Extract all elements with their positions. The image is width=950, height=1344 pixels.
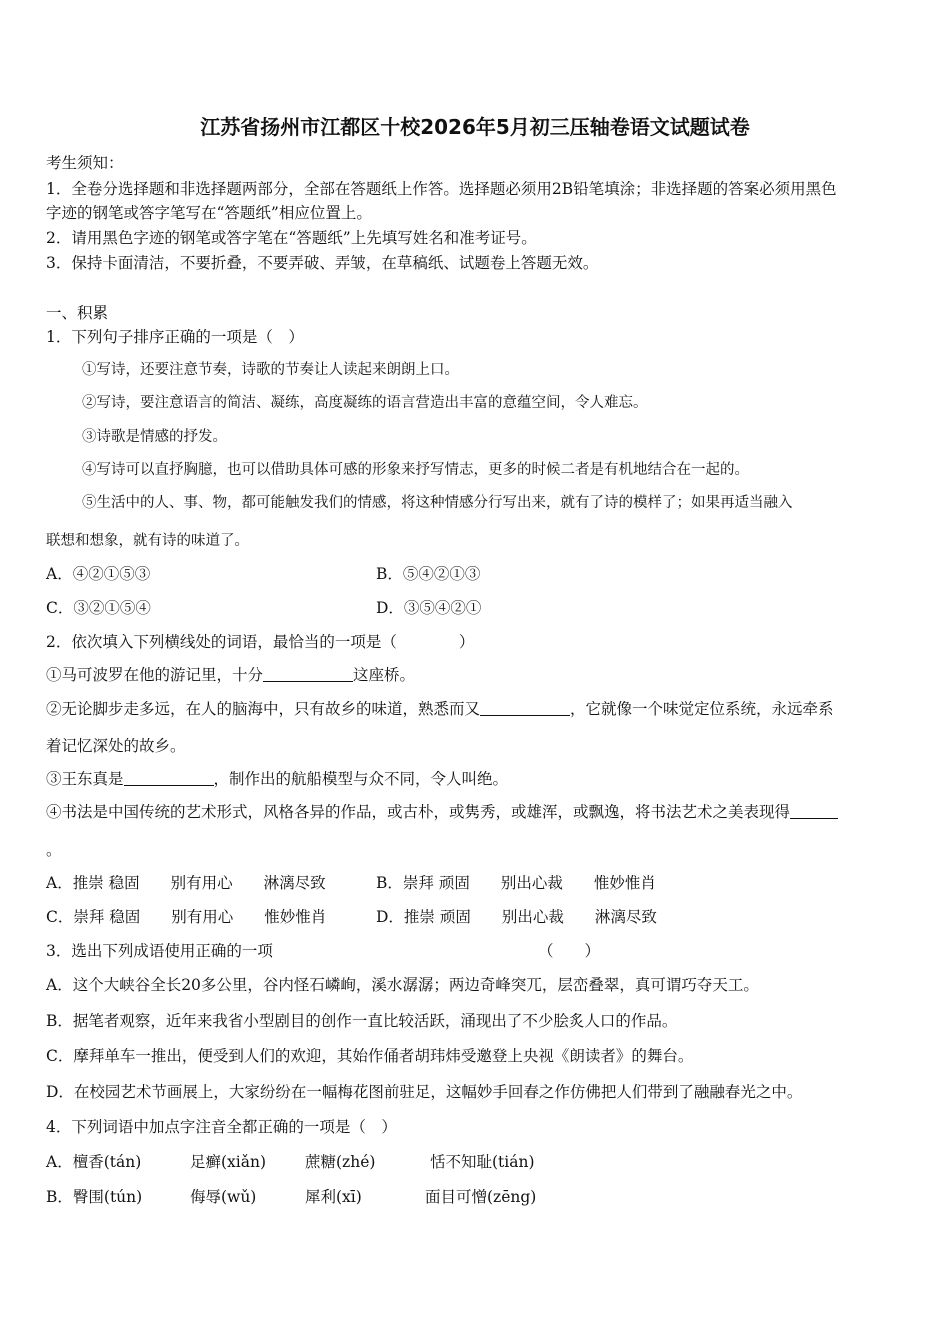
q2-stem: 2．依次填入下列横线处的词语，最恰当的一项是（ ） — [46, 633, 475, 651]
q4-stem: 4．下列词语中加点字注音全都正确的一项是（ ） — [46, 1118, 397, 1136]
q2-blank-3[interactable] — [124, 769, 214, 786]
q2-option-d[interactable]: D．推崇 顽固 别出心裁 淋漓尽致 — [376, 908, 657, 926]
q2-option-a[interactable]: A．推崇 稳固 别有用心 淋漓尽致 — [46, 874, 326, 892]
q1-option-c[interactable]: C．③②①⑤④ — [46, 599, 151, 617]
q2-option-c[interactable]: C．崇拜 稳固 别有用心 惟妙惟肖 — [46, 908, 327, 926]
q3-answer-paren: （ ） — [538, 942, 601, 960]
q2-sentence-1 — [46, 665, 415, 685]
q1-sentence-2: ②写诗，要注意语言的简洁、凝练，高度凝练的语言营造出丰富的意蕴空间，令人难忘。 — [82, 395, 648, 411]
q2-s4-text-a: ④书法是中国传统的艺术形式，风格各异的作品，或古朴，或隽秀，或雄浑，或飘逸，将书法艺术之美表现得 — [46, 803, 791, 821]
q2-blank-2[interactable] — [480, 699, 570, 716]
q2-sentence-4-end: 。 — [46, 841, 62, 859]
notice-heading: 考生须知： — [46, 154, 124, 172]
q3-option-d[interactable]: D．在校园艺术节画展上，大家纷纷在一幅梅花图前驻足，这幅妙手回春之作仿佛把人们带到了融融春光之中。 — [46, 1083, 803, 1101]
q4-option-b-word-1[interactable]: B．臀围(tún) — [46, 1188, 143, 1206]
q2-s2-text-a: ②无论脚步走多远，在人的脑海中，只有故乡的味道，熟悉而又 — [46, 700, 481, 718]
notice-line-2: 2．请用黑色字迹的钢笔或答字笔在“答题纸”上先填写姓名和准考证号。 — [46, 229, 537, 247]
notice-line-3: 3．保持卡面清洁，不要折叠，不要弄破、弄皱，在草稿纸、试题卷上答题无效。 — [46, 254, 599, 272]
q2-sentence-2 — [46, 699, 834, 719]
q2-option-b[interactable]: B．崇拜 顽固 别出心裁 惟妙惟肖 — [376, 874, 656, 892]
q4-option-a-word-4: 恬不知耻(tián) — [430, 1153, 535, 1171]
q1-sentence-5-cont: 联想和想象，就有诗的味道了。 — [46, 533, 249, 549]
q1-stem: 1．下列句子排序正确的一项是（ ） — [46, 328, 304, 346]
q3-option-c[interactable]: C．摩拜单车一推出，便受到人们的欢迎，其始作俑者胡玮炜受邀登上央视《朗读者》的舞台。 — [46, 1047, 694, 1065]
section-heading: 一、积累 — [46, 304, 109, 322]
q2-s1-text-a: ①马可波罗在他的游记里，十分 — [46, 666, 264, 684]
q3-stem: 3．选出下列成语使用正确的一项 — [46, 942, 273, 960]
q1-option-a[interactable]: A．④②①⑤③ — [46, 565, 151, 583]
q2-s3-text-b: ，制作出的航船模型与众不同，令人叫绝。 — [213, 770, 509, 788]
page-title: 江苏省扬州市江都区十校2026年5月初三压轴卷语文试题试卷 — [200, 115, 750, 139]
q2-s1-text-b: 这座桥。 — [353, 666, 416, 684]
q4-option-b-word-4: 面目可憎(zēng) — [425, 1188, 537, 1206]
q2-sentence-2-cont: 着记忆深处的故乡。 — [46, 737, 186, 755]
q4-option-a-word-3: 蔗糖(zhé) — [305, 1153, 376, 1171]
q1-option-d[interactable]: D．③⑤④②① — [376, 599, 482, 617]
q1-sentence-4: ④写诗可以直抒胸臆，也可以借助具体可感的形象来抒写情志，更多的时候二者是有机地结合在一起的。 — [82, 462, 749, 478]
q4-option-a-word-1[interactable]: A．檀香(tán) — [46, 1153, 142, 1171]
q1-sentence-3: ③诗歌是情感的抒发。 — [82, 429, 227, 445]
q1-sentence-5: ⑤生活中的人、事、物，都可能触发我们的情感，将这种情感分行写出来，就有了诗的模样了；如果再适当融入 — [82, 495, 793, 511]
notice-line-1: 1．全卷分选择题和非选择题两部分，全部在答题纸上作答。选择题必须用2B铅笔填涂；非选择题的答案必须用黑色 — [46, 180, 837, 198]
q2-s2-text-b: ，它就像一个味觉定位系统，永远牵系 — [570, 700, 834, 718]
q2-blank-4[interactable] — [790, 802, 838, 819]
q3-option-b[interactable]: B．据笔者观察，近年来我省小型剧目的创作一直比较活跃，涌现出了不少脍炙人口的作品。 — [46, 1012, 678, 1030]
q4-option-b-word-2: 侮辱(wǔ) — [190, 1188, 257, 1206]
notice-line-1-cont: 字迹的钢笔或答字笔写在“答题纸”相应位置上。 — [46, 204, 372, 222]
q2-sentence-4 — [46, 802, 838, 822]
q1-sentence-1: ①写诗，还要注意节奏，诗歌的节奏让人读起来朗朗上口。 — [82, 362, 459, 378]
q1-option-b[interactable]: B．⑤④②①③ — [376, 565, 481, 583]
q4-option-a-word-2: 足癣(xiǎn) — [190, 1153, 267, 1171]
q3-option-a[interactable]: A．这个大峡谷全长20多公里，谷内怪石嶙峋，溪水潺潺；两边奇峰突兀，层峦叠翠，真可谓巧夺天工。 — [46, 976, 759, 994]
q2-blank-1[interactable] — [263, 665, 353, 682]
q2-s3-text-a: ③王东真是 — [46, 770, 124, 788]
q4-option-b-word-3: 犀利(xī) — [305, 1188, 362, 1206]
q2-sentence-3 — [46, 769, 508, 789]
